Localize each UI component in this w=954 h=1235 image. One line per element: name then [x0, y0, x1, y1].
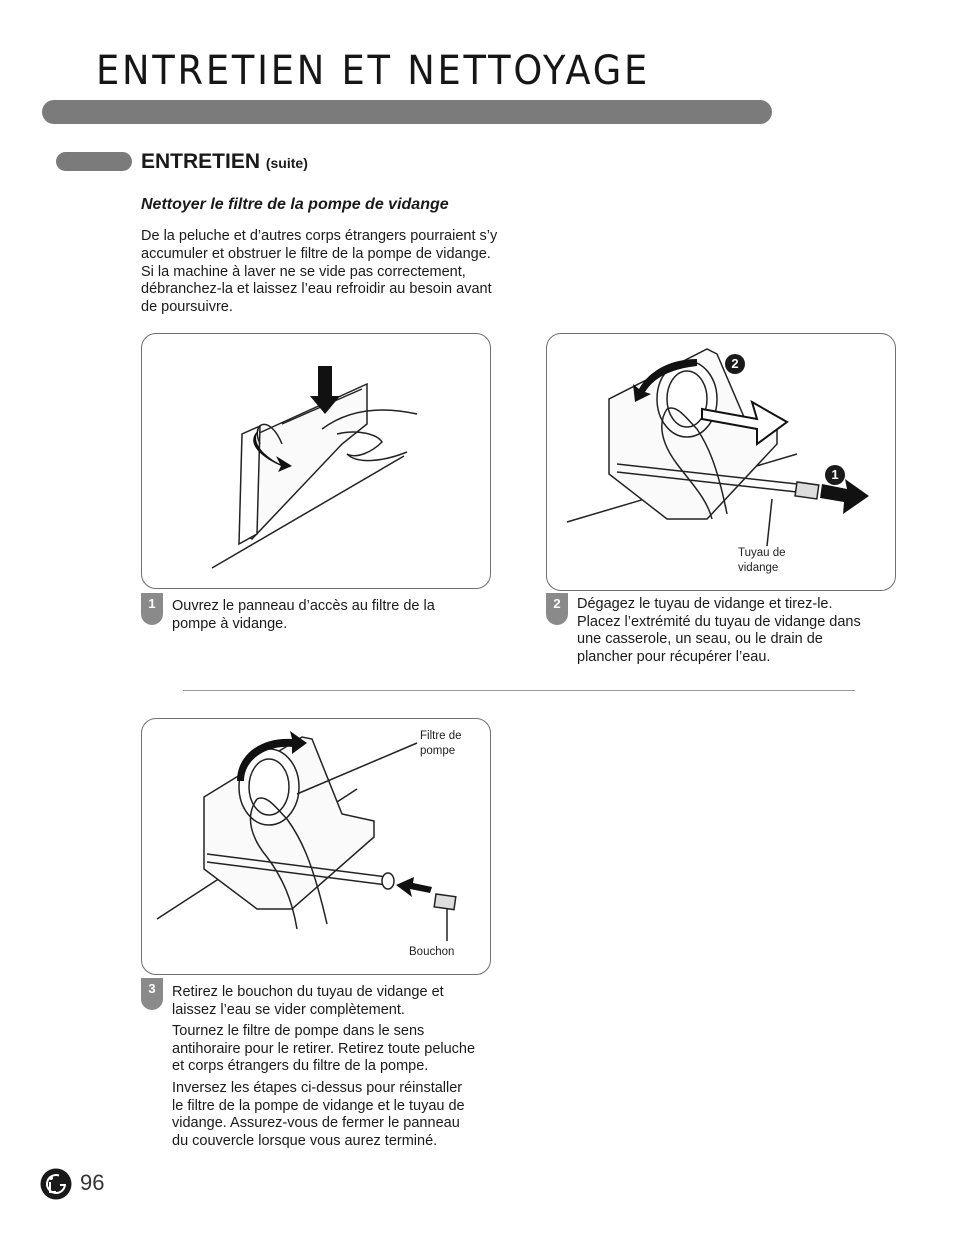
step-2-text — [577, 596, 872, 670]
title-bar — [42, 100, 772, 124]
page-number: 96 — [80, 1170, 105, 1195]
section-title-text: ENTRETIEN — [141, 150, 261, 173]
step-paragraph: Ouvrez le panneau d’accès au filtre de la pompe à vidange. — [172, 598, 435, 632]
drain-hose-illustration — [547, 334, 896, 591]
plug-label: Bouchon — [409, 946, 455, 958]
section-marker — [56, 152, 132, 171]
step-number: 2 — [546, 593, 568, 625]
pump-filter-label: Filtre de pompe — [420, 730, 462, 757]
step-paragraph: Inversez les étapes ci-dessus pour réinstaller le filtre de la pompe de vidange et le tuyau de vidange. Assurez-vous de fermer le panneau du couvercle lorsque vous aurez terminé. — [172, 1079, 465, 1149]
callout-badge: 2 — [725, 354, 745, 374]
drain-hose-label: Tuyau de vidange — [738, 547, 786, 574]
step-paragraph: Retirez le bouchon du tuyau de vidange et laissez l’eau se vider complètement. — [172, 984, 444, 1018]
section-title — [141, 150, 308, 174]
section-title-suffix: (suite) — [265, 155, 308, 171]
intro-paragraph: De la peluche et d’autres corps étrangers pourraient s’y accumuler et obstruer le filtre de la pompe de vidange. Si la machine à laver ne se vide pas correctement, débranchez-la et laissez l’eau refroidir au besoin avant de poursuivre. — [141, 228, 498, 316]
step-number: 3 — [141, 978, 163, 1010]
illustration-step-2 — [546, 333, 896, 591]
callout-badge: 1 — [825, 465, 845, 485]
page-title: ENTRETIEN ET NETTOYAGE — [96, 48, 650, 94]
step-1-text — [172, 598, 472, 637]
subsection-title: Nettoyer le filtre de la pompe de vidange — [141, 196, 449, 213]
step-paragraph: Tournez le filtre de pompe dans le sens antihoraire pour le retirer. Retirez toute peluche et corps étrangers du filtre de la pompe. — [172, 1023, 476, 1075]
step-3-text — [172, 984, 477, 1154]
illustration-step-1 — [141, 333, 491, 589]
illustration-step-3 — [141, 718, 491, 975]
access-panel-illustration — [142, 334, 491, 589]
divider — [183, 690, 855, 691]
step-number: 1 — [141, 593, 163, 625]
step-paragraph: Dégagez le tuyau de vidange et tirez-le. Placez l’extrémité du tuyau de vidange dans une casserole, un seau, ou le drain de plancher pour récupérer l’eau. — [577, 596, 861, 665]
lg-logo — [40, 1168, 72, 1200]
lg-logo-icon — [40, 1168, 72, 1200]
